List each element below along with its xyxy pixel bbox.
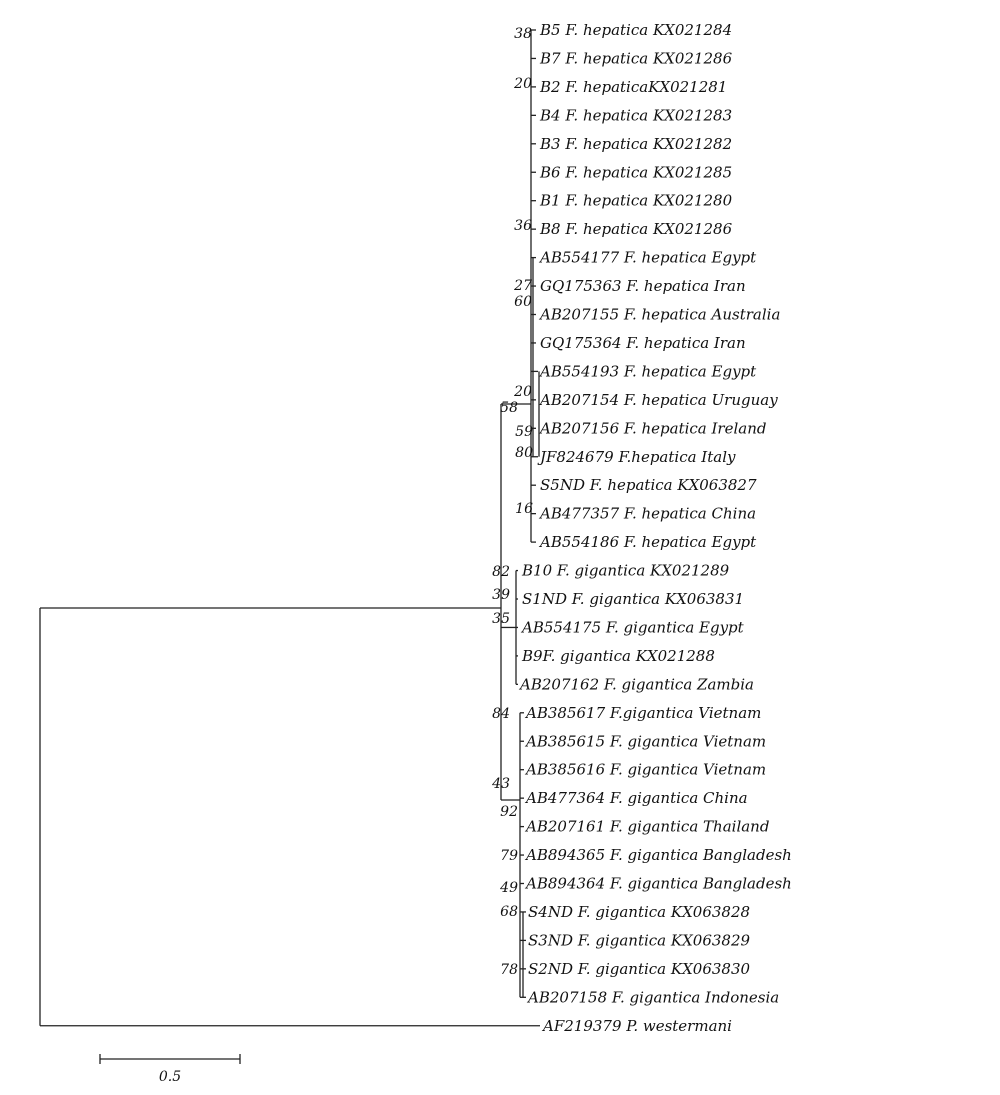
bootstrap-value: 43: [492, 776, 510, 792]
tip-label: AB894365 F. gigantica Bangladesh: [526, 846, 792, 865]
tip-label: AB207161 F. gigantica Thailand: [526, 817, 770, 836]
bootstrap-value: 20: [514, 76, 532, 92]
bootstrap-value: 84: [492, 706, 510, 722]
bootstrap-value: 20: [514, 384, 532, 400]
bootstrap-value: 38: [514, 26, 532, 42]
tip-label: B4 F. hepatica KX021283: [540, 106, 733, 125]
tip-label: AB554193 F. hepatica Egypt: [540, 362, 757, 381]
tip-label: B3 F. hepatica KX021282: [540, 134, 733, 153]
bootstrap-value: 60: [514, 294, 532, 310]
tip-label: GQ175364 F. hepatica Iran: [540, 333, 746, 352]
tip-label: AB207154 F. hepatica Uruguay: [540, 390, 778, 409]
bootstrap-value: 58: [500, 400, 518, 416]
tip-label: AB477364 F. gigantica China: [526, 789, 748, 808]
tip-label: S1ND F. gigantica KX063831: [522, 590, 745, 608]
tip-label: JF824679 F.hepatica Italy: [540, 447, 736, 466]
tip-label: B6 F. hepatica KX021285: [540, 163, 733, 182]
bootstrap-value: 59: [515, 424, 533, 440]
tip-label: S5ND F. hepatica KX063827: [540, 476, 757, 495]
tip-label: B9F. gigantica KX021288: [522, 646, 715, 665]
bootstrap-value: 27: [514, 278, 532, 294]
tip-label: S3ND F. gigantica KX063829: [528, 931, 751, 950]
tip-label: B2 F. hepaticaKX021281: [540, 77, 728, 96]
tip-label: AB554175 F. gigantica Egypt: [522, 618, 744, 637]
tip-label: B10 F. gigantica KX021289: [522, 561, 730, 580]
tip-label: AB477357 F. hepatica China: [540, 504, 757, 523]
tip-label: S2ND F. gigantica KX063830: [528, 959, 751, 978]
tip-label: AB554177 F. hepatica Egypt: [540, 248, 757, 267]
tip-label: S4ND F. gigantica KX063828: [528, 902, 751, 921]
tip-label: B7 F. hepatica KX021286: [540, 49, 733, 68]
bootstrap-value: 39: [492, 587, 510, 603]
bootstrap-value: 68: [500, 904, 518, 920]
bootstrap-value: 79: [500, 848, 518, 864]
tip-label: AB385616 F. gigantica Vietnam: [526, 760, 767, 779]
bootstrap-value: 82: [492, 564, 510, 580]
tip-label: AB207156 F. hepatica Ireland: [540, 419, 767, 438]
tip-label: AB385615 F. gigantica Vietnam: [526, 732, 767, 751]
bootstrap-value: 80: [515, 445, 533, 461]
bootstrap-value: 78: [500, 962, 518, 978]
tip-labels: [518, 21, 792, 1035]
tip-label: GQ175363 F. hepatica Iran: [540, 277, 746, 296]
tip-label: AB894364 F. gigantica Bangladesh: [526, 874, 792, 893]
tip-label: AF219379 P. westermani: [543, 1016, 732, 1035]
tip-label: AB207158 F. gigantica Indonesia: [528, 988, 780, 1007]
scale-bar-label: 0.5: [158, 1069, 182, 1085]
bootstrap-value: 16: [515, 501, 533, 517]
tip-label: AB385617 F.gigantica Vietnam: [526, 703, 762, 722]
bootstrap-value: 35: [492, 611, 510, 627]
tree-branches: [40, 30, 540, 1026]
tip-label: B1 F. hepatica KX021280: [540, 191, 733, 210]
tip-label: AB207155 F. hepatica Australia: [540, 305, 781, 324]
tip-label: B8 F. hepatica KX021286: [540, 220, 733, 239]
scale-bar: [100, 1054, 240, 1085]
tip-label: B5 F. hepatica KX021284: [540, 21, 733, 39]
bootstrap-value: 36: [514, 218, 532, 234]
tip-label: AB207162 F. gigantica Zambia: [520, 675, 754, 694]
tip-label: AB554186 F. hepatica Egypt: [540, 533, 757, 552]
bootstrap-value: 49: [500, 880, 518, 896]
bootstrap-value: 92: [500, 804, 518, 820]
